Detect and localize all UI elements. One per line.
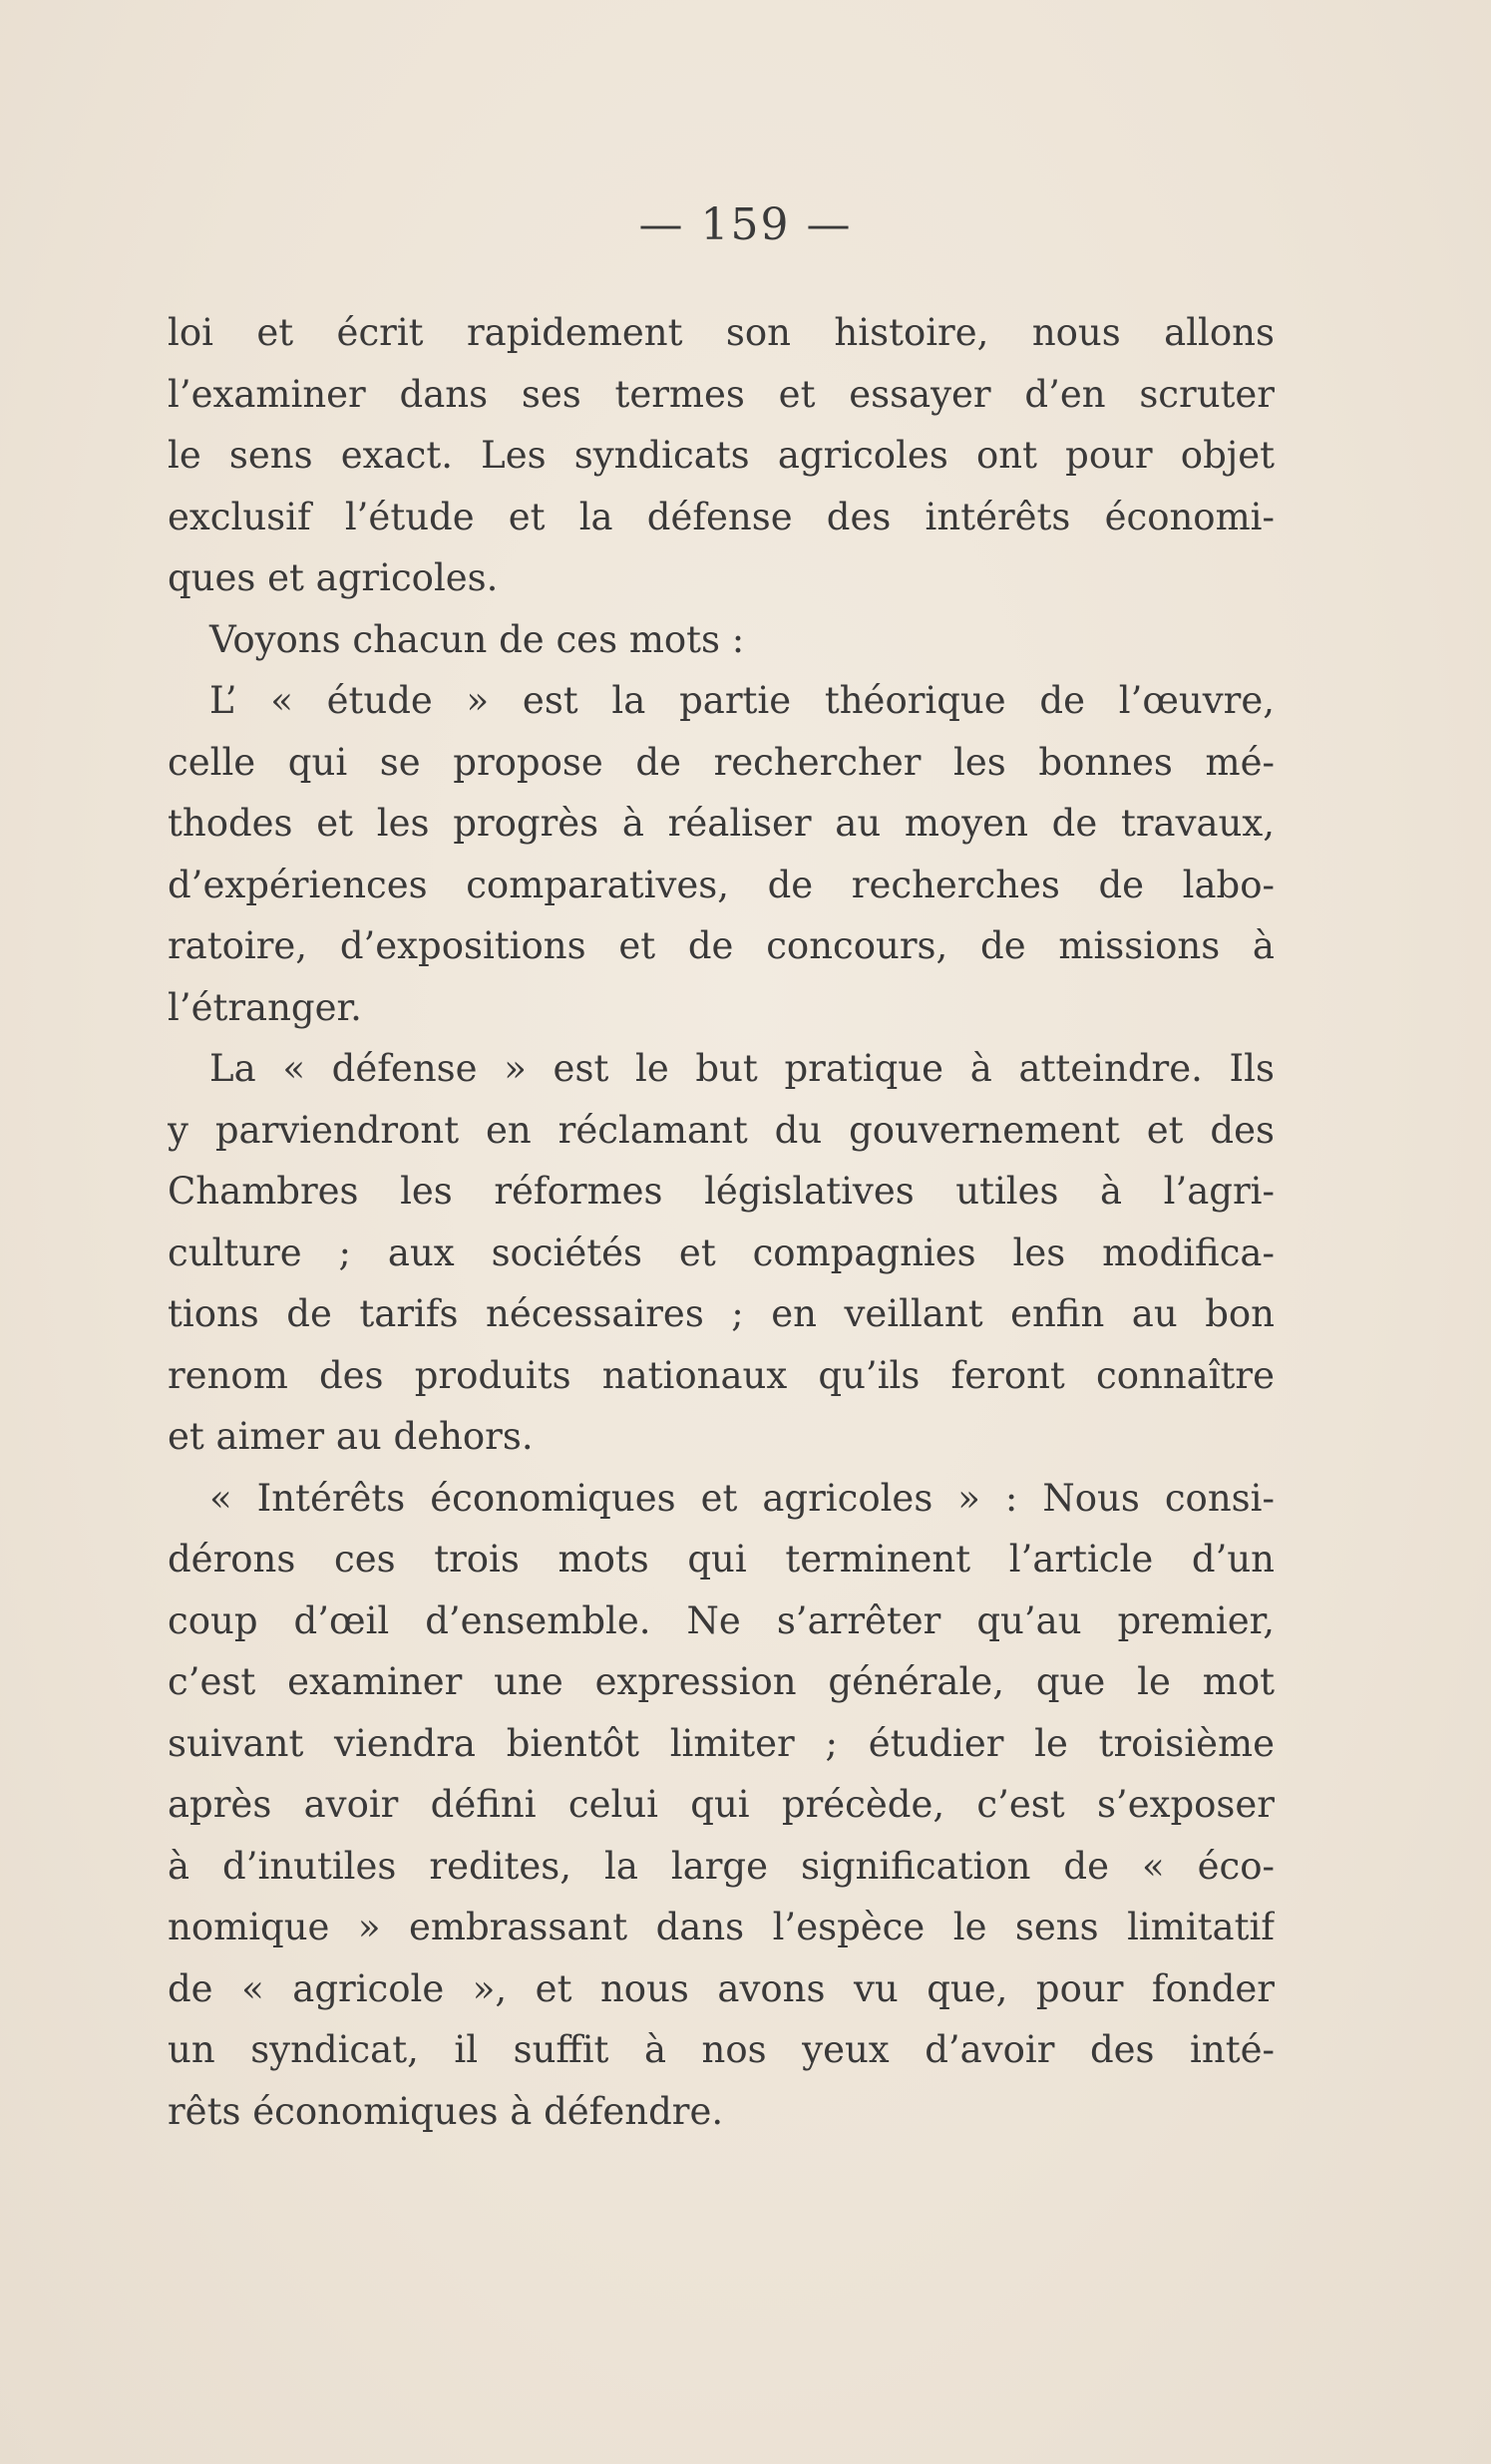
text-line: dérons ces trois mots qui terminent l’article d’un xyxy=(168,1538,1275,1581)
text-line: c’est examiner une expression générale, que le mot xyxy=(168,1660,1275,1703)
page-number: — 159 — xyxy=(638,199,853,250)
text-line: le sens exact. Les syndicats agricoles ont pour objet xyxy=(168,434,1275,477)
text-line: à d’inutiles redites, la large signification de « éco- xyxy=(168,1844,1275,1888)
text-line: loi et écrit rapidement son histoire, nous allons xyxy=(168,311,1275,354)
text-line: renom des produits nationaux qu’ils feront connaître xyxy=(168,1353,1275,1397)
text-line: l’examiner dans ses termes et essayer d’en scruter xyxy=(168,372,1275,416)
text-line: rêts économiques à défendre. xyxy=(168,2089,724,2133)
text-line: culture ; aux sociétés et compagnies les modifica- xyxy=(168,1231,1275,1274)
text-line: celle qui se propose de rechercher les bonnes mé- xyxy=(168,740,1275,784)
text-line: après avoir défini celui qui précède, c’est s’exposer xyxy=(168,1783,1275,1826)
text-line: coup d’œil d’ensemble. Ne s’arrêter qu’au premier, xyxy=(168,1598,1275,1642)
text-line: y parviendront en réclamant du gouvernement et des xyxy=(168,1108,1275,1152)
text-line: ques et agricoles. xyxy=(168,556,499,599)
text-line: « Intérêts économiques et agricoles » : Nous consi- xyxy=(209,1476,1275,1520)
text-line: de « agricole », et nous avons vu que, pour fonder xyxy=(168,1966,1275,2010)
text-line: d’expériences comparatives, de recherches de labo- xyxy=(168,863,1275,906)
text-line: et aimer au dehors. xyxy=(168,1415,534,1458)
text-line: Voyons chacun de ces mots : xyxy=(209,617,745,661)
text-line: tions de tarifs nécessaires ; en veillant enfin au bon xyxy=(168,1292,1275,1335)
text-line: exclusif l’étude et la défense des intérêts économi- xyxy=(168,495,1275,538)
text-line: La « défense » est le but pratique à atteindre. Ils xyxy=(209,1047,1275,1090)
text-line: thodes et les progrès à réaliser au moyen de travaux, xyxy=(168,802,1275,845)
text-line: Chambres les réformes législatives utiles à l’agri- xyxy=(168,1170,1275,1213)
text-line: suivant viendra bientôt limiter ; étudier le troisième xyxy=(168,1721,1275,1765)
text-line: ratoire, d’expositions et de concours, de missions à xyxy=(168,924,1275,967)
text-line: l’étranger. xyxy=(168,985,362,1029)
body-text xyxy=(168,302,1275,2142)
text-line: un syndicat, il suffit à nos yeux d’avoir des inté- xyxy=(168,2028,1275,2071)
text-line: nomique » embrassant dans l’espèce le sens limitatif xyxy=(168,1906,1275,1948)
text-line: L’ « étude » est la partie théorique de l’œuvre, xyxy=(209,679,1275,722)
